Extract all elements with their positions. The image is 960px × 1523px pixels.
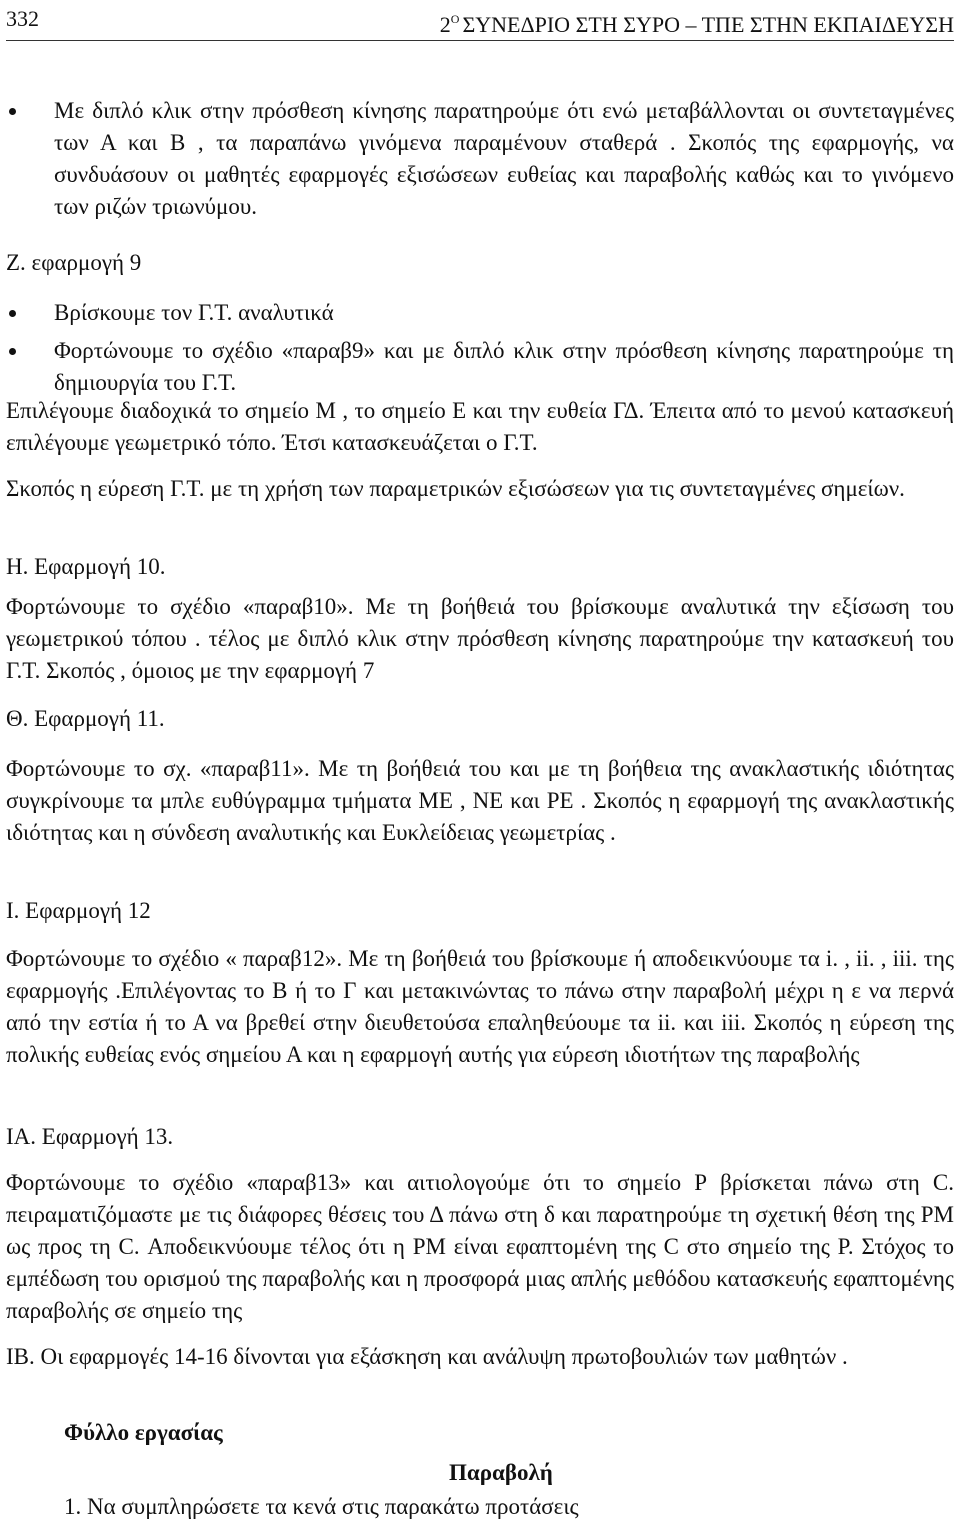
section-heading-i: Ι. Εφαρμογή 12 bbox=[6, 898, 151, 923]
paragraph-4: Φορτώνουμε το σχ. «παραβ11». Με τη βοήθειά του και με τη βοήθεια της ανακλαστικής ιδιότητας συγκρίνουμε τα μπλε ευθύγραμμα τμήματα ΜΕ , ΝΕ και ΡΕ . Σκοπός η εφαρμογή της ανακλαστικής ιδιότητας και η σύνδεση αναλυτικής και Ευκλείδειας γεωμετρίας . bbox=[6, 756, 954, 845]
paragraph-6: Φορτώνουμε το σχέδιο «παραβ13» και αιτιολογούμε ότι το σημείο Ρ βρίσκεται πάνω στη C. πειραματιζόμαστε με τις διάφορες θέσεις του Δ πάνω στη δ και παρατηρούμε τη σχετική θέση της ΡΜ ως προς τη C. Αποδεικνύουμε τέλος ότι η ΡΜ είναι εφαπτομένη της C στο σημείο της Ρ. Στόχος το εμπέδωση του ορισμού της παραβολής και η προσφορά μιας απλής μεθόδου κατασκευής εφαπτομένης παραβολής σε σημείο της bbox=[6, 1170, 954, 1323]
worksheet-title: Φύλλο εργασίας bbox=[64, 1420, 223, 1445]
paragraph-5: Φορτώνουμε το σχέδιο « παραβ12». Με τη βοήθειά του βρίσκουμε ή αποδεικνύουμε τα i. , ii. , iii. της εφαρμογής .Επιλέγοντας το Β ή το Γ και μετακινώντας το πάνω στην παραβολή μέχρι η ε να περνά από την εστία ή το Α να βρεθεί στην διευθετούσα επαληθεύουμε τα ii. και iii. Σκοπός η εύρεση της πολικής ευθείας ενός σημείου Α και η εφαρμογή αυτής για εύρεση ιδιοτήτων της παραβολής bbox=[6, 946, 954, 1067]
paragraph-1: Επιλέγουμε διαδοχικά το σημείο Μ , το σημείο Ε και την ευθεία ΓΔ. Έπειτα από το μενού κατασκευή επιλέγουμε γεωμετρικό τόπο. Έτσι κατασκευάζεται ο Γ.Τ. bbox=[6, 398, 954, 455]
running-title-text: ΣΥΝΕΔΡΙΟ ΣΤΗ ΣΥΡΟ – ΤΠΕ ΣΤΗΝ ΕΚΠΑΙΔΕΥΣΗ bbox=[462, 12, 954, 37]
running-title-superscript: Ο bbox=[450, 12, 460, 26]
bullet-paragraph-1: Με διπλό κλικ στην πρόσθεση κίνησης παρατηρούμε ότι ενώ μεταβάλλονται οι συντεταγμένες των Α και Β , τα παραπάνω γινόμενα παραμένουν σταθερά . Σκοπός της εφαρμογής, να συνδυάσουν οι μαθητές εφαρμογές εξισώσεων ευθείας και παραβολής καθώς και το γινόμενο των ριζών τριωνύμου. bbox=[6, 95, 954, 223]
section-heading-h: Η. Εφαρμογή 10. bbox=[6, 554, 166, 579]
bullet-paragraph-3: Φορτώνουμε το σχέδιο «παραβ9» και με διπλό κλικ στην πρόσθεση κίνησης παρατηρούμε τη δημιουργία του Γ.Τ. bbox=[6, 335, 954, 399]
header-rule bbox=[6, 40, 954, 41]
section-heading-th: Θ. Εφαρμογή 11. bbox=[6, 706, 165, 731]
worksheet-item-1: 1. Να συμπληρώσετε τα κενά στις παρακάτω προτάσεις bbox=[64, 1494, 579, 1519]
running-title bbox=[440, 4, 954, 40]
paragraph-7: ΙΒ. Οι εφαρμογές 14-16 δίνονται για εξάσκηση και ανάλυψη πρωτοβουλιών των μαθητών . bbox=[6, 1344, 848, 1369]
section-heading-z: Ζ. εφαρμογή 9 bbox=[6, 250, 142, 275]
page-header bbox=[6, 4, 954, 36]
worksheet-subtitle: Παραβολή bbox=[449, 1460, 553, 1485]
page-number: 332 bbox=[6, 6, 39, 31]
paragraph-2: Σκοπός η εύρεση Γ.Τ. με τη χρήση των παραμετρικών εξισώσεων για τις συντεταγμένες σημείων. bbox=[6, 476, 905, 501]
section-heading-ia: ΙΑ. Εφαρμογή 13. bbox=[6, 1124, 174, 1149]
running-title-prefix: 2 bbox=[439, 12, 451, 37]
bullet-paragraph-2: Βρίσκουμε τον Γ.Τ. αναλυτικά bbox=[6, 297, 954, 329]
paragraph-3: Φορτώνουμε το σχέδιο «παραβ10». Με τη βοήθειά του βρίσκουμε αναλυτικά την εξίσωση του γεωμετρικού τόπου . τέλος με διπλό κλικ στην πρόσθεση κίνησης παρατηρούμε την κατασκευή του Γ.Τ. Σκοπός , όμοιος με την εφαρμογή 7 bbox=[6, 594, 954, 683]
